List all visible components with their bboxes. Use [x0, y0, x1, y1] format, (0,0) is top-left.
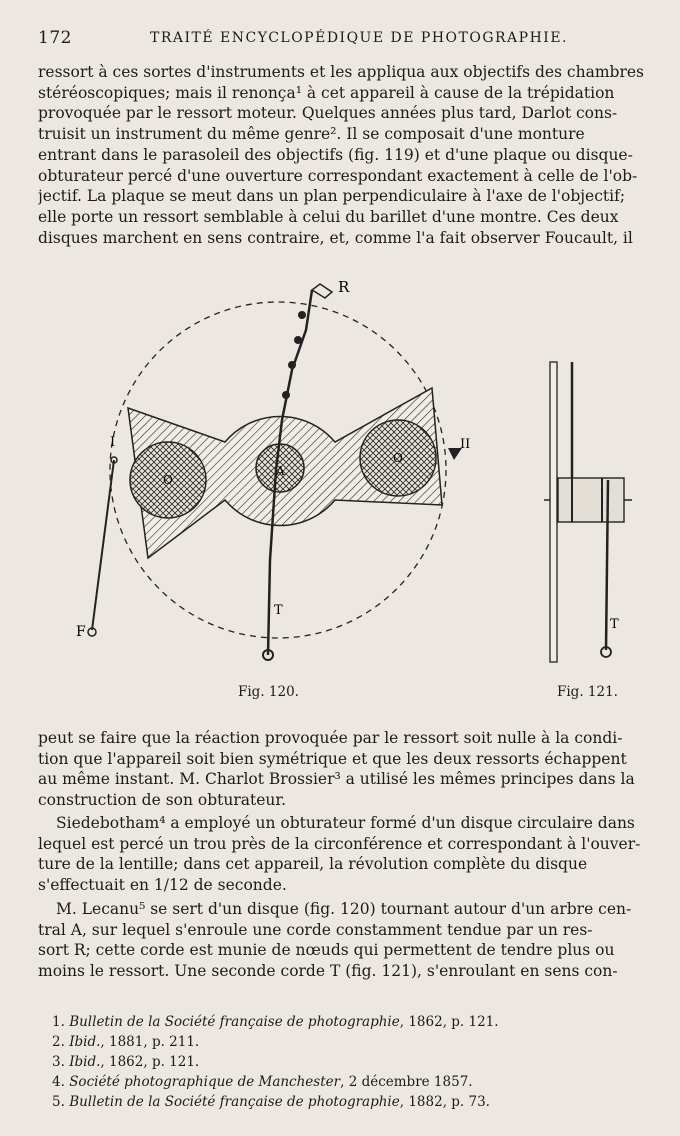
footnotes — [52, 1012, 612, 1112]
paragraph-bottom — [38, 728, 658, 811]
footnote: 5. Bulletin de la Société française de photographie, 1882, p. 73. — [52, 1094, 490, 1110]
text-line: truisit un instrument du même genre². Il se composait d'une monture — [38, 125, 585, 144]
paragraph-siedebotham — [38, 813, 658, 896]
label-O-left: O — [163, 473, 173, 487]
label-T: T — [274, 603, 283, 618]
text-line: peut se faire que la réaction provoquée par le ressort soit nulle à la condi- — [38, 729, 623, 747]
paragraph-lecanu — [38, 899, 658, 982]
footnote: 3. Ibid., 1862, p. 121. — [52, 1054, 200, 1070]
text-line: disques marchent en sens contraire, et, comme l'a fait observer Foucault, il — [38, 228, 633, 247]
page-number: 172 — [38, 28, 72, 48]
label-T: T — [610, 617, 619, 632]
text-line: elle porte un ressort semblable à celui du barillet d'une montre. Ces deux — [38, 207, 619, 226]
text-line: jectif. La plaque se meut dans un plan perpendiculaire à l'axe de l'objectif; — [38, 187, 626, 206]
label-II: II — [460, 437, 470, 452]
label-R: R — [338, 278, 350, 296]
text-line: ressort à ces sortes d'instruments et les appliqua aux objectifs des chambres — [38, 63, 644, 81]
text-line: stéréoscopiques; mais il renonça¹ à cet appareil à cause de la trépidation — [38, 83, 615, 102]
figure-120-shutter-disc — [70, 270, 470, 680]
text-line: moins le ressort. Une seconde corde T (fig. 121), s'enroulant en sens con- — [38, 962, 618, 981]
text-line: construction de son obturateur. — [38, 791, 287, 810]
figure-121-side-view — [536, 360, 646, 670]
text-line: M. Lecanu⁵ se sert d'un disque (fig. 120) tournant autour d'un arbre cen- — [56, 900, 632, 918]
label-O-right: O — [393, 451, 403, 465]
label-I: I — [110, 435, 116, 450]
text-line: entrant dans le parasoleil des objectifs (fig. 119) et d'une plaque ou disque- — [38, 145, 633, 164]
text-line: tral A, sur lequel s'enroule une corde constamment tendue par un res- — [38, 920, 593, 939]
text-line: sort R; cette corde est munie de nœuds qui permettent de tendre plus ou — [38, 941, 615, 960]
running-title: TRAITÉ ENCYCLOPÉDIQUE DE PHOTOGRAPHIE. — [149, 30, 568, 46]
paragraph-top — [38, 62, 658, 248]
footnote: 4. Société photographique de Manchester, 2 décembre 1857. — [52, 1074, 473, 1090]
text-line: Siedebotham⁴ a employé un obturateur formé d'un disque circulaire dans — [56, 814, 635, 832]
running-header — [38, 28, 640, 52]
text-line: lequel est percé un trou près de la circonférence et correspondant à l'ouver- — [38, 834, 641, 853]
text-line: s'effectuait en 1/12 de seconde. — [38, 876, 287, 895]
footnote: 1. Bulletin de la Société française de photographie, 1862, p. 121. — [52, 1014, 499, 1030]
text-line: au même instant. M. Charlot Brossier³ a utilisé les mêmes principes dans la — [38, 770, 635, 789]
text-line: obturateur percé d'une ouverture correspondant exactement à celle de l'ob- — [38, 166, 638, 185]
text-line: tion que l'appareil soit bien symétrique et que les deux ressorts échappent — [38, 749, 627, 768]
label-A: A — [276, 464, 285, 478]
text-line: ture de la lentille; dans cet appareil, la révolution complète du disque — [38, 855, 588, 874]
text-line: provoquée par le ressort moteur. Quelques années plus tard, Darlot cons- — [38, 104, 618, 123]
figure-120-caption: Fig. 120. — [238, 684, 299, 700]
label-F: F — [76, 624, 86, 640]
footnote: 2. Ibid., 1881, p. 211. — [52, 1034, 200, 1050]
figure-121-caption: Fig. 121. — [557, 684, 618, 700]
